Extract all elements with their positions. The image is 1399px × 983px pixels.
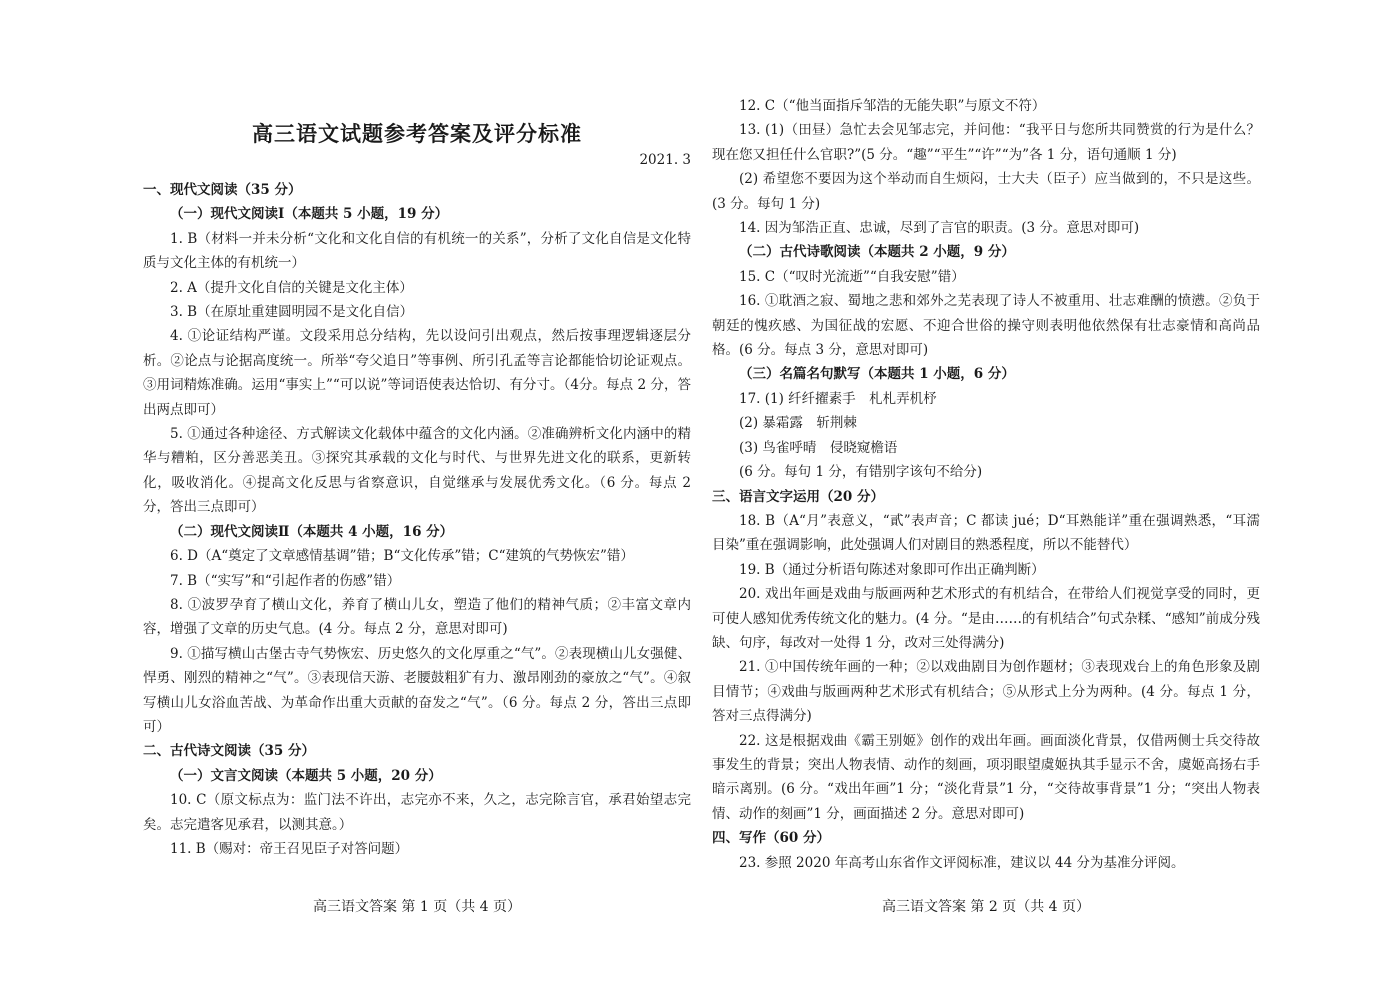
page-1-content [143, 178, 691, 861]
answer-item: (2) 暴霜露 斩荆棘 [739, 415, 857, 432]
subsection-heading: （三）名篇名句默写（本题共 1 小题，6 分） [739, 366, 1015, 383]
section-heading: 四、写作（60 分） [712, 830, 830, 847]
page-1 [143, 0, 691, 983]
answer-item: 9. ①描写横山古堡古寺气势恢宏、历史悠久的文化厚重之“气”。②表现横山儿女强健、悍勇、刚烈的精神之“气”。③表现信天游、老腰鼓粗犷有力、激昂刚劲的豪放之“气”。④叙写横山儿女浴血苦战、为革命作出重大贡献的奋发之“气”。（6 分。每点 2 分，答出三点即可） [143, 645, 691, 735]
answer-item: 6. D（A“奠定了文章感情基调”错；B“文化传承”错；C“建筑的气势恢宏”错） [170, 548, 634, 565]
page-footer: 高三语文答案 第 1 页（共 4 页） [312, 899, 522, 915]
answer-item: 23. 参照 2020 年高考山东省作文评阅标准，建议以 44 分为基准分评阅。 [739, 854, 1185, 871]
answer-item: 20. 戏出年画是戏曲与版画两种艺术形式的有机结合，在带给人们视觉享受的同时，更可使人感知优秀传统文化的魅力。(4 分。“是由……的有机结合”句式杂糅、“感知”前成分残缺、句序，每改对一处得 1 分，改对三处得满分) [712, 586, 1260, 651]
answer-item: (3) 鸟雀呼晴 侵晓窥檐语 [739, 439, 898, 456]
answer-item: (2) 希望您不要因为这个举动而自生烦闷，士大夫（臣子）应当做到的，不只是这些。(3 分。每句 1 分) [712, 171, 1260, 212]
page-footer: 高三语文答案 第 2 页（共 4 页） [881, 899, 1091, 915]
answer-item: 16. ①耽酒之寂、蜀地之悲和郊外之芜表现了诗人不被重用、壮志难酬的愤懑。②负于朝廷的愧疚感、为国征战的宏愿、不迎合世俗的操守则表明他依然保有壮志豪情和高尚品格。(6 分。每点 3 分，意思对即可) [712, 293, 1260, 359]
document-date: 2021. 3 [639, 152, 691, 168]
answer-item: 22. 这是根据戏曲《霸王别姬》创作的戏出年画。画面淡化背景，仅借两侧士兵交待故事发生的背景；突出人物表情、动作的刻画，项羽眼望虞姬执其手显示不舍，虞姬高扬右手暗示离别。(6 分。“戏出年画”1 分；“淡化背景”1 分，“交待故事背景”1 分；“突出人物表情、动作的刻画”1 分，画面描述 2 分。意思对即可) [712, 732, 1260, 822]
answer-item: 12. C（“他当面指斥邹浩的无能失职”与原文不符） [739, 98, 1046, 114]
answer-item: 10. C（原文标点为：监门法不许出，志完亦不来，久之，志完除言官，承君始望志完矣。志完遣客见承君，以测其意。） [143, 792, 691, 833]
answer-item: 21. ①中国传统年画的一种；②以戏曲剧目为创作题材；③表现戏台上的角色形象及剧目情节；④戏曲与版画两种艺术形式有机结合；⑤从形式上分为两种。(4 分。每点 1 分，答对三点得满分) [712, 659, 1260, 725]
document-title: 高三语文试题参考答案及评分标准 [252, 121, 582, 146]
page-2 [712, 0, 1260, 983]
answer-item: 17. (1) 纤纤擢素手 札札弄机杼 [739, 390, 937, 407]
answer-item: (6 分。每句 1 分，有错别字该句不给分) [739, 464, 983, 481]
answer-item: 3. B（在原址重建圆明园不是文化自信） [170, 304, 414, 321]
subsection-heading: （二）古代诗歌阅读（本题共 2 小题，9 分） [739, 244, 1015, 261]
answer-item: 5. ①通过各种途径、方式解读文化载体中蕴含的文化内涵。②准确辨析文化内涵中的精华与糟粕，区分善恶美丑。③探究其承载的文化与时代、与世界先进文化的联系，更新转化，吸收消化。④提高文化反思与省察意识，自觉继承与发展优秀文化。（6 分。每点 2 分，答出三点即可） [143, 426, 691, 516]
section-heading: 二、古代诗文阅读（35 分） [143, 743, 315, 760]
answer-item: 11. B（赐对：帝王召见臣子对答问题） [170, 840, 409, 857]
answer-item: 1. B（材料一并未分析“文化和文化自信的有机统一的关系”，分析了文化自信是文化特质与文化主体的有机统一） [143, 230, 691, 272]
section-heading: 一、现代文阅读（35 分） [143, 182, 302, 198]
answer-item: 7. B（“实写”和“引起作者的伤感”错） [170, 572, 401, 589]
page-2-content [712, 94, 1260, 875]
answer-item: 8. ①波罗孕育了横山文化，养育了横山儿女，塑造了他们的精神气质；②丰富文章内容，增强了文章的历史气息。(4 分。每点 2 分，意思对即可) [143, 596, 691, 638]
answer-item: 13. (1)（田昼）急忙去会见邹志完，并问他：“我平日与您所共同赞赏的行为是什么？现在您又担任什么官职?”(5 分。“趣”“平生”“许”“为”各 1 分，语句通顺 1 分) [712, 122, 1260, 163]
subsection-heading: （二）现代文阅读Ⅱ（本题共 4 小题，16 分） [170, 523, 454, 540]
answer-item: 18. B（A“月”表意义，“貳”表声音；C 都读 jué；D“耳熟能详”重在强调熟悉，“耳濡目染”重在强调影响，此处强调人们对剧目的熟悉程度，所以不能替代） [712, 512, 1260, 554]
answer-item: 2. A（提升文化自信的关键是文化主体） [170, 279, 413, 296]
answer-item: 14. 因为邹浩正直、忠诚，尽到了言官的职责。(3 分。意思对即可) [739, 220, 1140, 237]
subsection-heading: （一）文言文阅读（本题共 5 小题，20 分） [170, 767, 442, 784]
section-heading: 三、语言文字运用（20 分） [712, 488, 884, 505]
answer-item: 15. C（“叹时光流逝”“自我安慰”错） [739, 268, 965, 285]
subsection-heading: （一）现代文阅读Ⅰ（本题共 5 小题，19 分） [170, 206, 449, 223]
answer-item: 4. ①论证结构严谨。文段采用总分结构，先以设问引出观点，然后按事理逻辑逐层分析。②论点与论据高度统一。所举“夸父追日”等事例、所引孔孟等言论都能恰切论证观点。③用词精炼准确。运用“事实上”“可以说”等词语使表达恰切、有分寸。（4分。每点 2 分，答出两点即可） [143, 328, 691, 418]
answer-item: 19. B（通过分析语句陈述对象即可作出正确判断） [739, 561, 1045, 578]
